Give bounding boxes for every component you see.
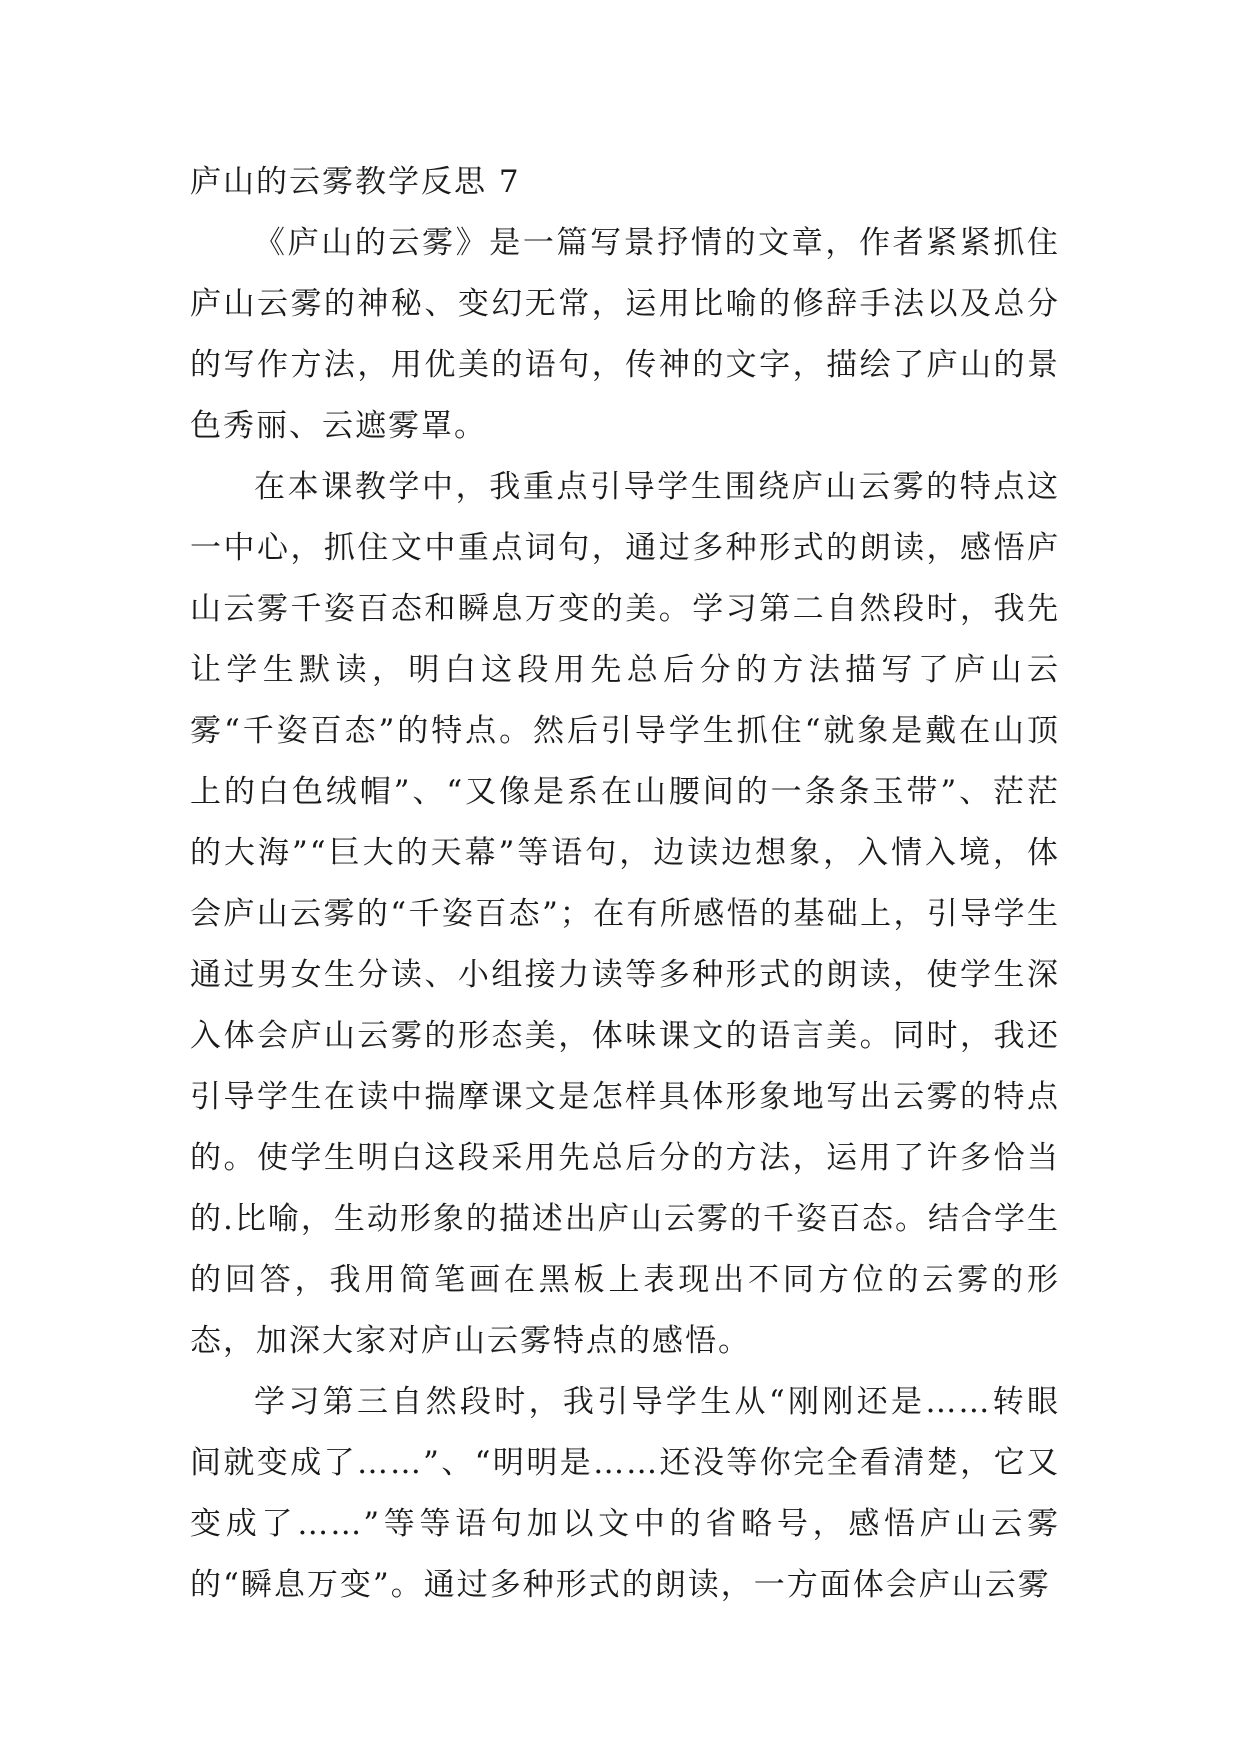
- paragraph-3: 学习第三自然段时，我引导学生从“刚刚还是……转眼间就变成了……”、“明明是……还没等你完全看清楚，它又变成了……”等等语句加以文中的省略号，感悟庐山云雾的“瞬息万变”。通过多种形式的朗读，一方面体会庐山云雾: [190, 1384, 1060, 1603]
- document-body: [190, 152, 1060, 1616]
- document-title: 庐山的云雾教学反思 7: [190, 164, 521, 200]
- paragraph-1: 《庐山的云雾》是一篇写景抒情的文章，作者紧紧抓住庐山云雾的神秘、变幻无常，运用比喻的修辞手法以及总分的写作方法，用优美的语句，传神的文字，描绘了庐山的景色秀丽、云遮雾罩。: [190, 225, 1060, 444]
- paragraph-2: 在本课教学中，我重点引导学生围绕庐山云雾的特点这一中心，抓住文中重点词句，通过多种形式的朗读，感悟庐山云雾千姿百态和瞬息万变的美。学习第二自然段时，我先让学生默读，明白这段用先总后分的方法描写了庐山云雾“千姿百态”的特点。然后引导学生抓住“就象是戴在山顶上的白色绒帽”、“又像是系在山腰间的一条条玉带”、茫茫的大海”“巨大的天幕”等语句，边读边想象，入情入境，体会庐山云雾的“千姿百态”；在有所感悟的基础上，引导学生通过男女生分读、小组接力读等多种形式的朗读，使学生深入体会庐山云雾的形态美，体味课文的语言美。同时，我还引导学生在读中揣摩课文是怎样具体形象地写出云雾的特点的。使学生明白这段采用先总后分的方法，运用了许多恰当的.比喻，生动形象的描述出庐山云雾的千姿百态。结合学生的回答，我用简笔画在黑板上表现出不同方位的云雾的形态，加深大家对庐山云雾特点的感悟。: [190, 469, 1060, 1359]
